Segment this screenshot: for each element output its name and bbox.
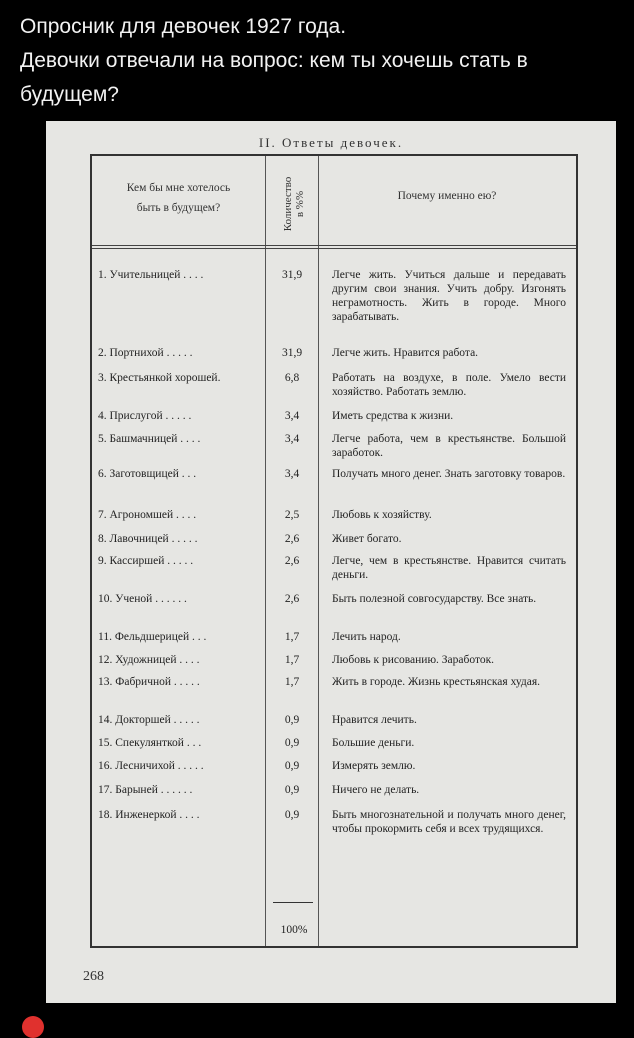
percent-cell: 1,7: [284, 631, 300, 643]
percent-cell: 1,7: [284, 654, 300, 666]
header-amount: [268, 156, 318, 245]
reason-cell: Легче, чем в крестьянстве. Нравится считать деньги.: [332, 555, 566, 581]
header-amount-text: [282, 162, 306, 246]
percent-cell: 2,6: [284, 533, 300, 545]
total-percent: 100%: [280, 924, 308, 936]
column-divider: [265, 156, 266, 946]
occupation-cell: 6. Заготовщицей . . .: [98, 468, 197, 480]
reason-cell: Нравится лечить.: [332, 714, 417, 726]
column-divider: [318, 156, 319, 946]
occupation-cell: 12. Художницей . . . .: [98, 654, 200, 666]
percent-cell: 31,9: [281, 269, 303, 281]
occupation-cell: 15. Спекулянткой . . .: [98, 737, 202, 749]
post-text: [20, 10, 620, 112]
percent-cell: 6,8: [284, 372, 300, 384]
percent-cell: 0,9: [284, 714, 300, 726]
reason-cell: Быть многознательной и получать много денег, чтобы прокормить себя и всех трудящихся.: [332, 809, 566, 835]
occupation-cell: 17. Барыней . . . . . .: [98, 784, 193, 796]
percent-cell: 2,6: [284, 555, 300, 567]
occupation-cell: 4. Прислугой . . . . .: [98, 410, 192, 422]
reason-cell: Быть полезной совгосударству. Все знать.: [332, 593, 537, 605]
reason-cell: Получать много денег. Знать заготовку товаров.: [332, 468, 566, 480]
reason-cell: Легче жить. Нравится работа.: [332, 347, 479, 359]
occupation-cell: 11. Фельдшерицей . . .: [98, 631, 207, 643]
occupation-cell: 13. Фабричной . . . . .: [98, 676, 200, 688]
occupation-cell: 16. Лесничихой . . . . .: [98, 760, 204, 772]
header-separator: [92, 245, 576, 249]
percent-cell: 2,5: [284, 509, 300, 521]
reason-cell: Ничего не делать.: [332, 784, 420, 796]
reason-cell: Работать на воздухе, в поле. Умело вести хозяйство. Работать землю.: [332, 372, 566, 398]
percent-cell: 0,9: [284, 809, 300, 821]
reason-cell: Легче жить. Учиться дальше и передавать другим свои знания. Учить добру. Изгонять неграмотность. Жить в городе. Много зарабатывать.: [332, 269, 566, 323]
occupation-cell: 7. Агрономшей . . . .: [98, 509, 197, 521]
reason-cell: Живет богато.: [332, 533, 402, 545]
post-line-1: Опросник для девочек 1927 года.: [20, 15, 347, 38]
percent-cell: 3,4: [284, 468, 300, 480]
occupation-cell: 8. Лавочницей . . . . .: [98, 533, 198, 545]
percent-cell: 2,6: [284, 593, 300, 605]
header-who-line-2: быть в будущем?: [136, 202, 221, 214]
occupation-cell: 3. Крестьянкой хорошей.: [98, 372, 221, 384]
reason-cell: Иметь средства к жизни.: [332, 410, 454, 422]
page-number: 268: [83, 969, 104, 984]
header-who-line-1: Кем бы мне хотелось: [126, 182, 231, 194]
percent-cell: 3,4: [284, 433, 300, 445]
percent-cell: 0,9: [284, 760, 300, 772]
percent-cell: 31,9: [281, 347, 303, 359]
occupation-cell: 5. Башмачницей . . . .: [98, 433, 201, 445]
occupation-cell: 14. Докторшей . . . . .: [98, 714, 200, 726]
reason-cell: Большие деньги.: [332, 737, 415, 749]
table-title: II. Ответы девочек.: [258, 135, 404, 150]
reason-cell: Лечить народ.: [332, 631, 401, 643]
reason-cell: Измерять землю.: [332, 760, 416, 772]
notification-dot: [22, 1016, 44, 1038]
occupation-cell: 10. Ученой . . . . . .: [98, 593, 187, 605]
post-line-2: Девочки отвечали на вопрос: кем ты хочешь стать в: [20, 49, 528, 72]
percent-cell: 1,7: [284, 676, 300, 688]
header-amount-line-1: Количество: [282, 176, 294, 232]
percent-cell: 0,9: [284, 737, 300, 749]
header-who: [92, 178, 265, 218]
header-why: Почему именно ею?: [397, 190, 497, 202]
scanned-page-image[interactable]: [46, 121, 616, 1003]
reason-cell: Любовь к хозяйству.: [332, 509, 432, 521]
occupation-cell: 9. Кассиршей . . . . .: [98, 555, 194, 567]
reason-cell: Любовь к рисованию. Заработок.: [332, 654, 495, 666]
percent-cell: 3,4: [284, 410, 300, 422]
reason-cell: Легче работа, чем в крестьянстве. Большой заработок.: [332, 433, 566, 459]
total-rule: [273, 902, 313, 903]
post-line-3: будущем?: [20, 83, 119, 106]
occupation-cell: 1. Учительницей . . . .: [98, 269, 204, 281]
occupation-cell: 2. Портнихой . . . . .: [98, 347, 193, 359]
survey-table: [90, 154, 578, 948]
header-amount-line-2: в %%: [294, 190, 306, 218]
percent-cell: 0,9: [284, 784, 300, 796]
reason-cell: Жить в городе. Жизнь крестьянская худая.: [332, 676, 541, 688]
occupation-cell: 18. Инженеркой . . . .: [98, 809, 200, 821]
